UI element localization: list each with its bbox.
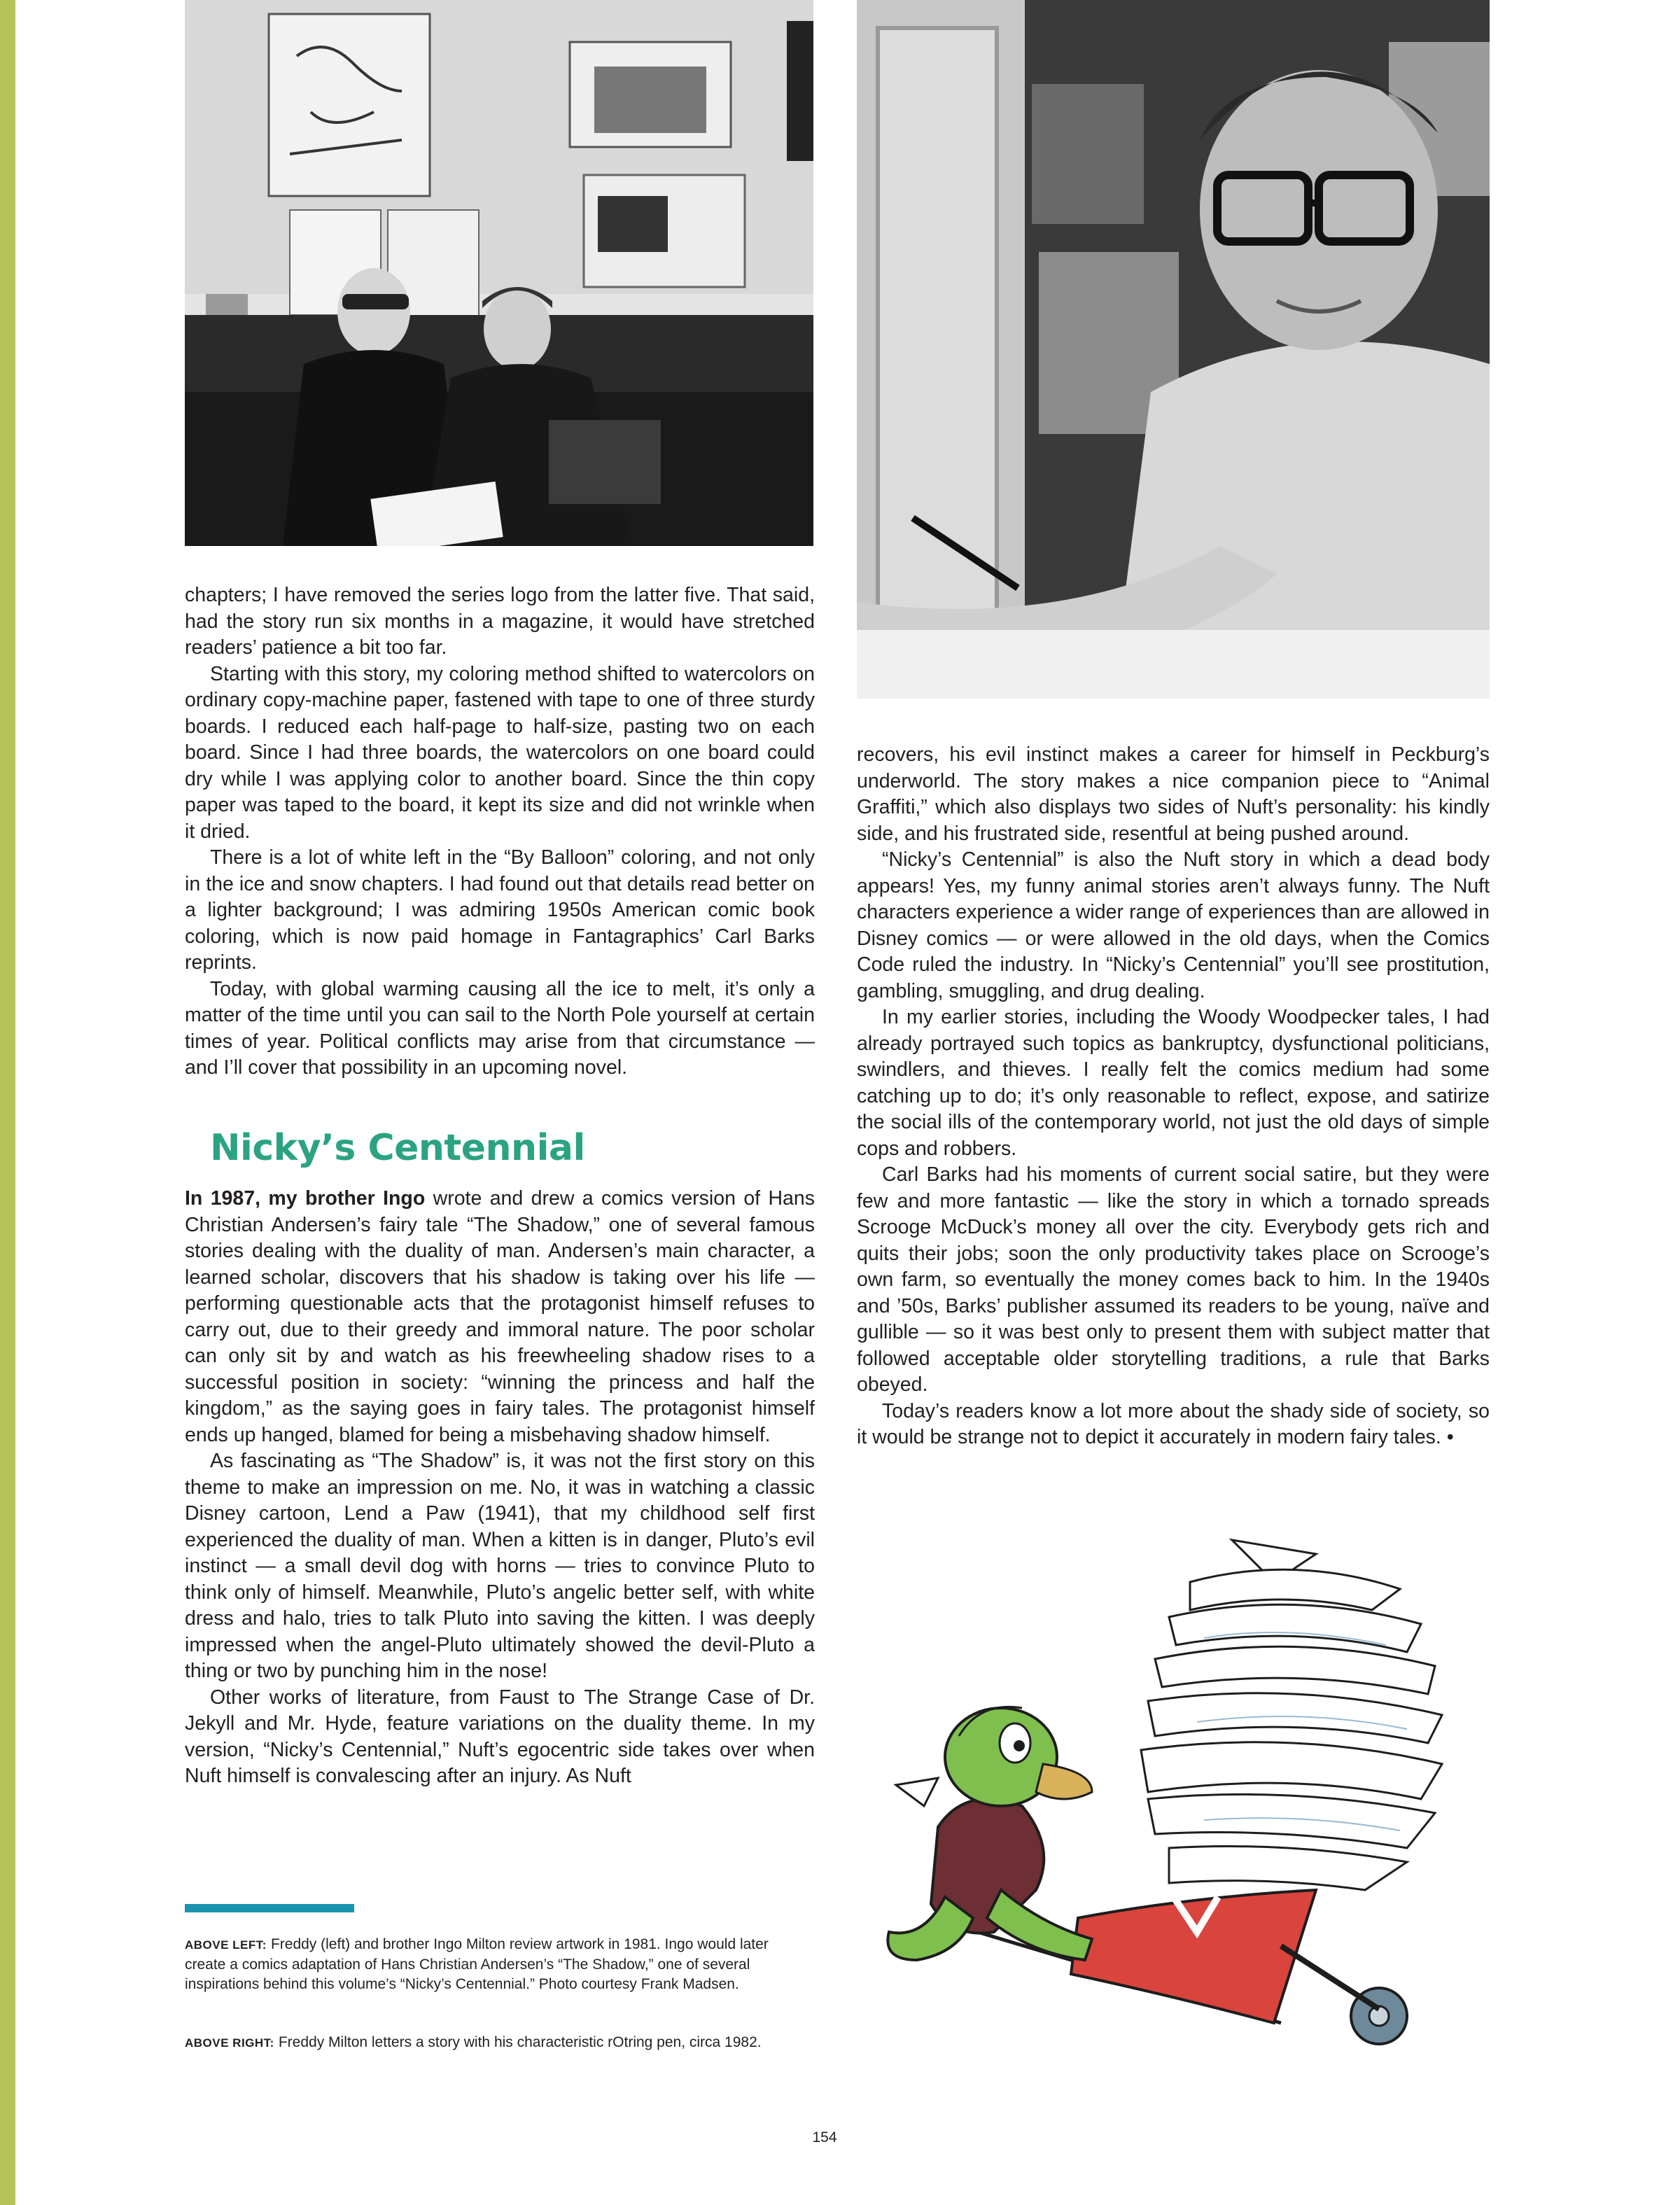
paragraph-rest: wrote and drew a comics version of Hans Christian Andersen’s fairy tale “The Shadow,” one of several famous stories dealing with the duality of man. Andersen’s main character, a learned scholar, discovers that his shadow is taking over his life — performing questionable acts that the protagonist himself refuses to carry out, due to their greedy and immoral nature. The poor scholar can only sit by and watch as his freewheeling shadow rises to a successful position in society: “winning the princess and half the kingdom,” as the saying goes in fairy tales. The protagonist himself ends up hanged, blamed for being a misbehaving shadow himself. xyxy=(185,1187,815,1446)
caption-label: ABOVE LEFT: xyxy=(185,1938,267,1952)
paragraph: Today, with global warming causing all the ice to melt, it’s only a matter of the time until you can sail to the North Pole yourself at certain times of year. Political conflicts may arise from that circumstance — and I’ll cover that possibility in an upcoming novel. xyxy=(185,977,815,1079)
paragraph: Today’s readers know a lot more about the shady side of society, so it would be strange not to depict it accurately in modern fairy tales. • xyxy=(857,1399,1490,1448)
right-column-text xyxy=(857,742,1490,1451)
paragraph: “Nicky’s Centennial” is also the Nuft story in which a dead body appears! Yes, my funny animal stories aren’t always funny. The Nuft characters experience a wider range of experiences than are allowed in Disney comics — or were allowed in the old days, when the Comics Code ruled the industry. In “Nicky’s Centennial” you’ll see prostitution, gambling, smuggling, and drug dealing. xyxy=(857,848,1490,1002)
caption-label: ABOVE RIGHT: xyxy=(185,2036,274,2050)
section-heading: Nicky’s Centennial xyxy=(210,1127,585,1169)
caption-above-left xyxy=(185,1935,801,1994)
caption-divider xyxy=(185,1904,354,1912)
caption-text: Freddy (left) and brother Ingo Milton review artwork in 1981. Ingo would later create a comics adaptation of Hans Christian Andersen’s “The Shadow,” one of several inspirations behind this volume’s “Nicky’s Centennial.” Photo courtesy Frank Madsen. xyxy=(185,1936,769,1992)
accent-side-bar xyxy=(0,0,15,2205)
page-number: 154 xyxy=(812,2129,837,2146)
paragraph: There is a lot of white left in the “By Balloon” coloring, and not only in the ice and snow chapters. I had found out that details read better on a lighter background; I was admiring 1950s American comic book coloring, which is now paid homage in Fantagraphics’ Carl Barks reprints. xyxy=(185,846,815,974)
paragraph: chapters; I have removed the series logo from the latter five. That said, had the story run six months in a magazine, it would have stretched readers’ patience a bit too far. xyxy=(185,584,815,659)
paragraph: Starting with this story, my coloring method shifted to watercolors on ordinary copy-machine paper, fastened with tape to one of three sturdy boards. I reduced each half-page to half-size, pasting two on each board. Since I had three boards, the watercolors on one board could dry while I was applying color to another board. Since the thin copy paper was taped to the board, it kept its size and did not wrinkle when it dried. xyxy=(185,662,815,843)
caption-text: Freddy Milton letters a story with his characteristic rOtring pen, circa 1982. xyxy=(278,2034,762,2050)
paragraph: Other works of literature, from Faust to The Strange Case of Dr. Jekyll and Mr. Hyde, feature variations on the duality theme. In my version, “Nicky’s Centennial,” Nuft’s egocentric side takes over when Nuft himself is convalescing after an injury. As Nuft xyxy=(185,1686,815,1787)
illustration-nuft-wheelbarrow xyxy=(840,1526,1498,2058)
lead-in-text: In 1987, my brother Ingo xyxy=(185,1187,426,1210)
photo-freddy-milton-lettering xyxy=(857,0,1490,699)
paragraph xyxy=(185,1186,815,1448)
left-column-top-text xyxy=(185,582,815,1082)
paragraph: recovers, his evil instinct makes a career for himself in Peckburg’s underworld. The story makes a nice companion piece to “Animal Graffiti,” which also displays two sides of Nuft’s personality: his kindly side, and his frustrated side, resentful at being pushed around. xyxy=(857,743,1490,845)
paragraph: In my earlier stories, including the Woody Woodpecker tales, I had already portrayed such topics as bankruptcy, dysfunctional politicians, swindlers, and thieves. I really felt the comics medium had some catching up to do; it’s only reasonable to reflect, expose, and satirize the social ills of the contemporary world, not just the old days of simple cops and robbers. xyxy=(857,1006,1490,1160)
caption-above-right xyxy=(185,2033,801,2053)
left-column-bottom-text xyxy=(185,1186,815,1790)
paragraph: Carl Barks had his moments of current social satire, but they were few and more fantastic — like the story in which a tornado spreads Scrooge McDuck’s money all over the city. Everybody gets rich and quits their jobs; soon the only productivity takes place on Scrooge’s own farm, so eventually the money comes back to him. In the 1940s and ’50s, Barks’ publisher assumed its readers to be young, naïve and gullible — so it was best only to present them with subject matter that followed acceptable older storytelling traditions, a rule that Barks obeyed. xyxy=(857,1163,1490,1396)
paragraph: As fascinating as “The Shadow” is, it was not the first story on this theme to make an impression on me. No, it was in watching a classic Disney cartoon, Lend a Paw (1941), that my childhood self first experienced the duality of man. When a kitten is in danger, Pluto’s evil instinct — a small devil dog with horns — tries to convince Pluto to think only of himself. Meanwhile, Pluto’s angelic better self, with white dress and halo, tries to talk Pluto into saving the kitten. I was deeply impressed when the angel-Pluto ultimately showed the devil-Pluto a thing or two by punching him in the nose! xyxy=(185,1450,815,1682)
photo-brothers-reviewing-artwork xyxy=(185,0,813,546)
